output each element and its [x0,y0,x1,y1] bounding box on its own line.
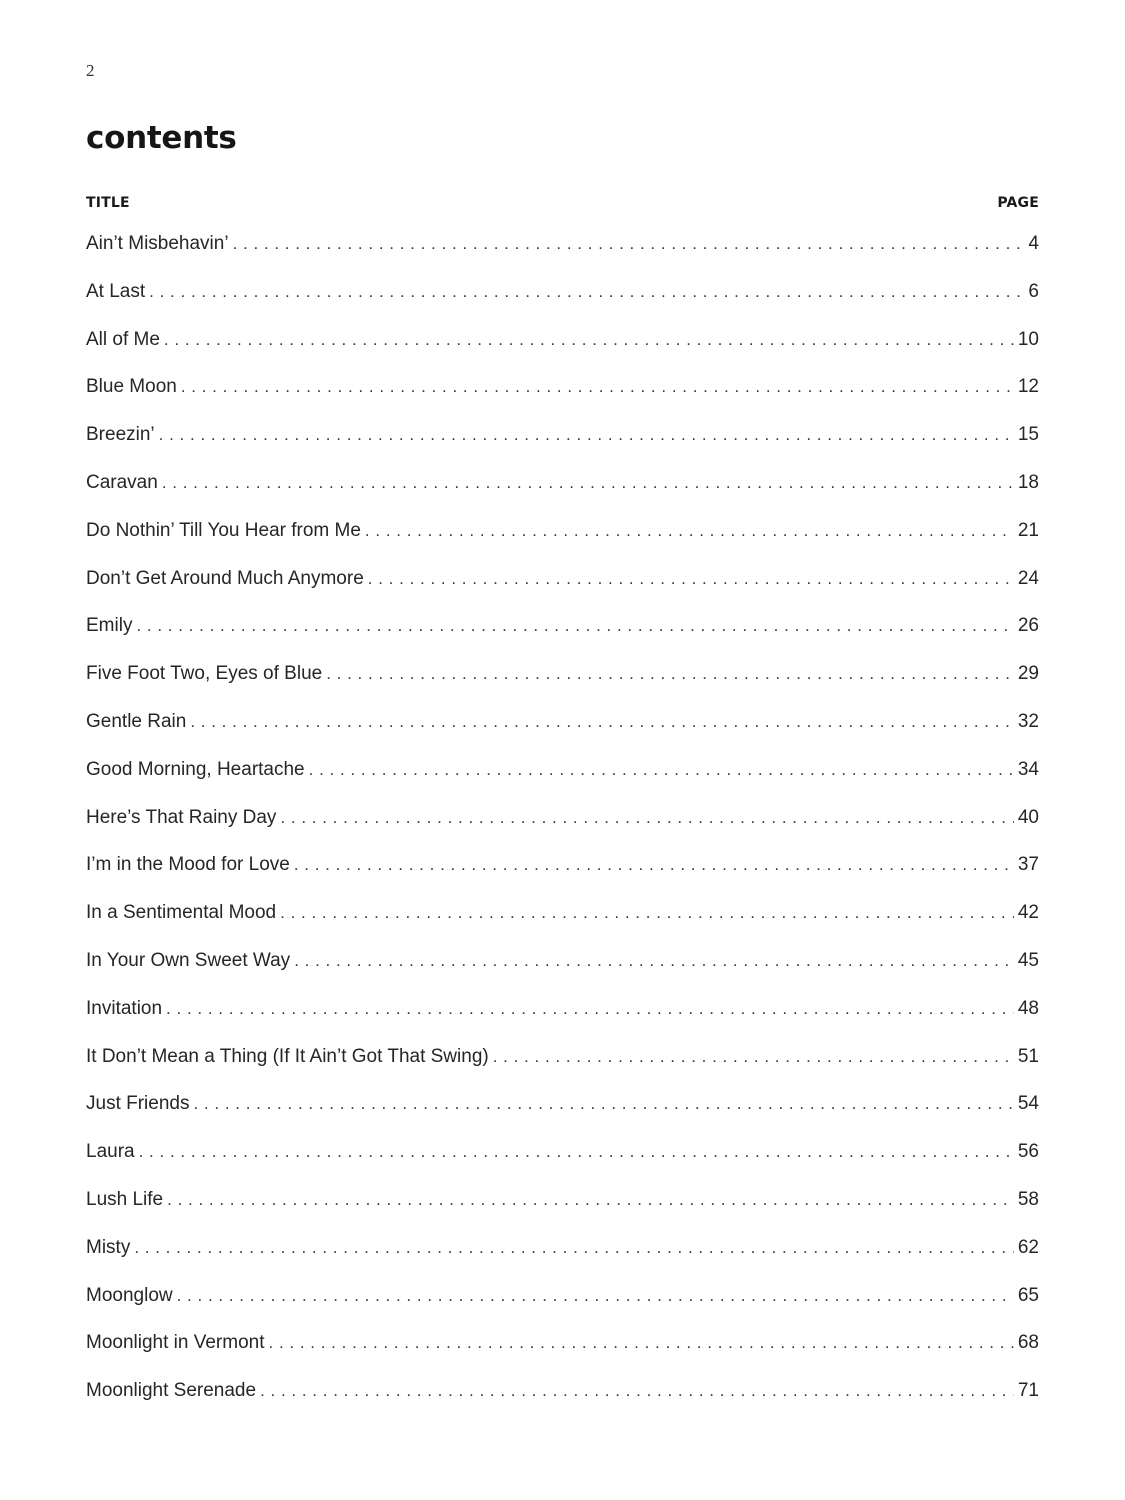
dot-leader [233,220,1025,268]
dot-leader [166,985,1014,1033]
toc-entry-page: 29 [1017,663,1039,685]
toc-entry[interactable] [86,746,1039,794]
dot-leader [167,1176,1014,1224]
toc-entry-title: It Don’t Mean a Thing (If It Ain’t Got That Swing) [86,1045,489,1067]
dot-leader [493,1033,1014,1081]
toc-entry-page: 71 [1017,1380,1039,1402]
toc-entry[interactable] [86,316,1039,364]
toc-entry[interactable] [86,1367,1039,1415]
toc-entry-page: 26 [1017,615,1039,637]
toc-entry-title: In a Sentimental Mood [86,902,277,924]
toc-entry-page: 21 [1017,519,1039,541]
toc-entry[interactable] [86,1224,1039,1272]
dot-leader [159,411,1014,459]
dot-leader [162,459,1014,507]
toc-entry-page: 48 [1017,997,1039,1019]
page-column-header: PAGE [997,195,1039,211]
toc-entry-title: Lush Life [86,1188,164,1210]
dot-leader [164,316,1014,364]
toc-entry[interactable] [86,985,1039,1033]
toc-entry-title: Caravan [86,471,158,493]
toc-entry-title: Ain’t Misbehavin’ [86,233,229,254]
toc-entry-page: 24 [1017,567,1039,589]
toc-entry[interactable] [86,602,1039,650]
toc-entry[interactable] [86,1319,1039,1367]
toc-entry[interactable] [86,794,1039,842]
toc-entry[interactable] [86,1176,1039,1224]
toc-entry-title: Breezin’ [86,424,155,446]
dot-leader [294,937,1014,985]
toc-entry-title: In Your Own Sweet Way [86,949,291,971]
toc-entry[interactable] [86,411,1039,459]
toc-entry-title: Blue Moon [86,376,177,398]
dot-leader [280,889,1014,937]
dot-leader [177,1272,1014,1320]
toc-entry-title: Emily [86,615,133,637]
toc-entry-page: 18 [1017,471,1039,493]
toc-entry-page: 32 [1017,710,1039,732]
dot-leader [136,602,1013,650]
toc-entry[interactable] [86,459,1039,507]
toc-entry[interactable] [86,555,1039,603]
toc-entry[interactable] [86,363,1039,411]
toc-entry[interactable] [86,220,1039,268]
dot-leader [260,1367,1014,1415]
toc-entry-title: Moonlight in Vermont [86,1332,265,1354]
toc-entry[interactable] [86,1080,1039,1128]
page-number: 2 [86,61,95,80]
dot-leader [149,268,1024,316]
toc-entry-title: Here’s That Rainy Day [86,806,277,828]
dot-leader [326,650,1014,698]
dot-leader [309,746,1014,794]
toc-entry-title: Misty [86,1236,131,1258]
table-of-contents [86,220,1039,1415]
toc-entry[interactable] [86,1272,1039,1320]
dot-leader [190,698,1014,746]
toc-entry[interactable] [86,1128,1039,1176]
dot-leader [269,1319,1014,1367]
dot-leader [365,507,1014,555]
toc-header [86,195,1039,211]
toc-entry-title: Moonlight Serenade [86,1380,257,1402]
dot-leader [181,363,1014,411]
toc-entry-page: 45 [1017,949,1039,971]
dot-leader [134,1224,1014,1272]
toc-entry-page: 42 [1017,902,1039,924]
toc-entry[interactable] [86,889,1039,937]
toc-entry-page: 34 [1017,758,1039,780]
toc-entry-page: 58 [1017,1188,1039,1210]
toc-entry-title: Laura [86,1141,135,1163]
dot-leader [280,794,1013,842]
toc-entry[interactable] [86,1033,1039,1081]
toc-entry-title: Moonglow [86,1284,173,1306]
toc-entry-title: Good Morning, Heartache [86,758,305,780]
toc-entry[interactable] [86,698,1039,746]
toc-entry-title: Gentle Rain [86,710,187,732]
page-title: contents [86,120,237,156]
dot-leader [368,555,1014,603]
toc-entry-title: Five Foot Two, Eyes of Blue [86,663,323,685]
title-column-header: TITLE [86,195,130,211]
toc-entry-page: 37 [1017,854,1039,876]
toc-entry-page: 62 [1017,1236,1039,1258]
toc-entry[interactable] [86,650,1039,698]
toc-entry-page: 10 [1017,328,1039,350]
toc-entry-title: Invitation [86,997,163,1019]
toc-entry-title: Do Nothin’ Till You Hear from Me [86,519,361,541]
dot-leader [139,1128,1014,1176]
dot-leader [193,1080,1013,1128]
toc-entry-page: 51 [1017,1045,1039,1067]
toc-entry-title: At Last [86,280,146,302]
toc-entry-title: I’m in the Mood for Love [86,854,290,876]
toc-entry-page: 15 [1017,424,1039,446]
toc-entry-page: 65 [1017,1284,1039,1306]
toc-entry-page: 56 [1017,1141,1039,1163]
toc-entry-page: 68 [1017,1332,1039,1354]
toc-entry-page: 6 [1028,280,1039,302]
toc-entry-title: Don’t Get Around Much Anymore [86,567,364,589]
toc-entry[interactable] [86,268,1039,316]
toc-entry-title: All of Me [86,328,160,350]
dot-leader [294,841,1014,889]
toc-entry-page: 4 [1028,233,1039,254]
toc-entry[interactable] [86,937,1039,985]
toc-entry[interactable] [86,507,1039,555]
toc-entry-page: 40 [1017,806,1039,828]
toc-entry-page: 54 [1017,1093,1039,1115]
toc-entry-page: 12 [1017,376,1039,398]
toc-entry[interactable] [86,841,1039,889]
toc-entry-title: Just Friends [86,1093,190,1115]
